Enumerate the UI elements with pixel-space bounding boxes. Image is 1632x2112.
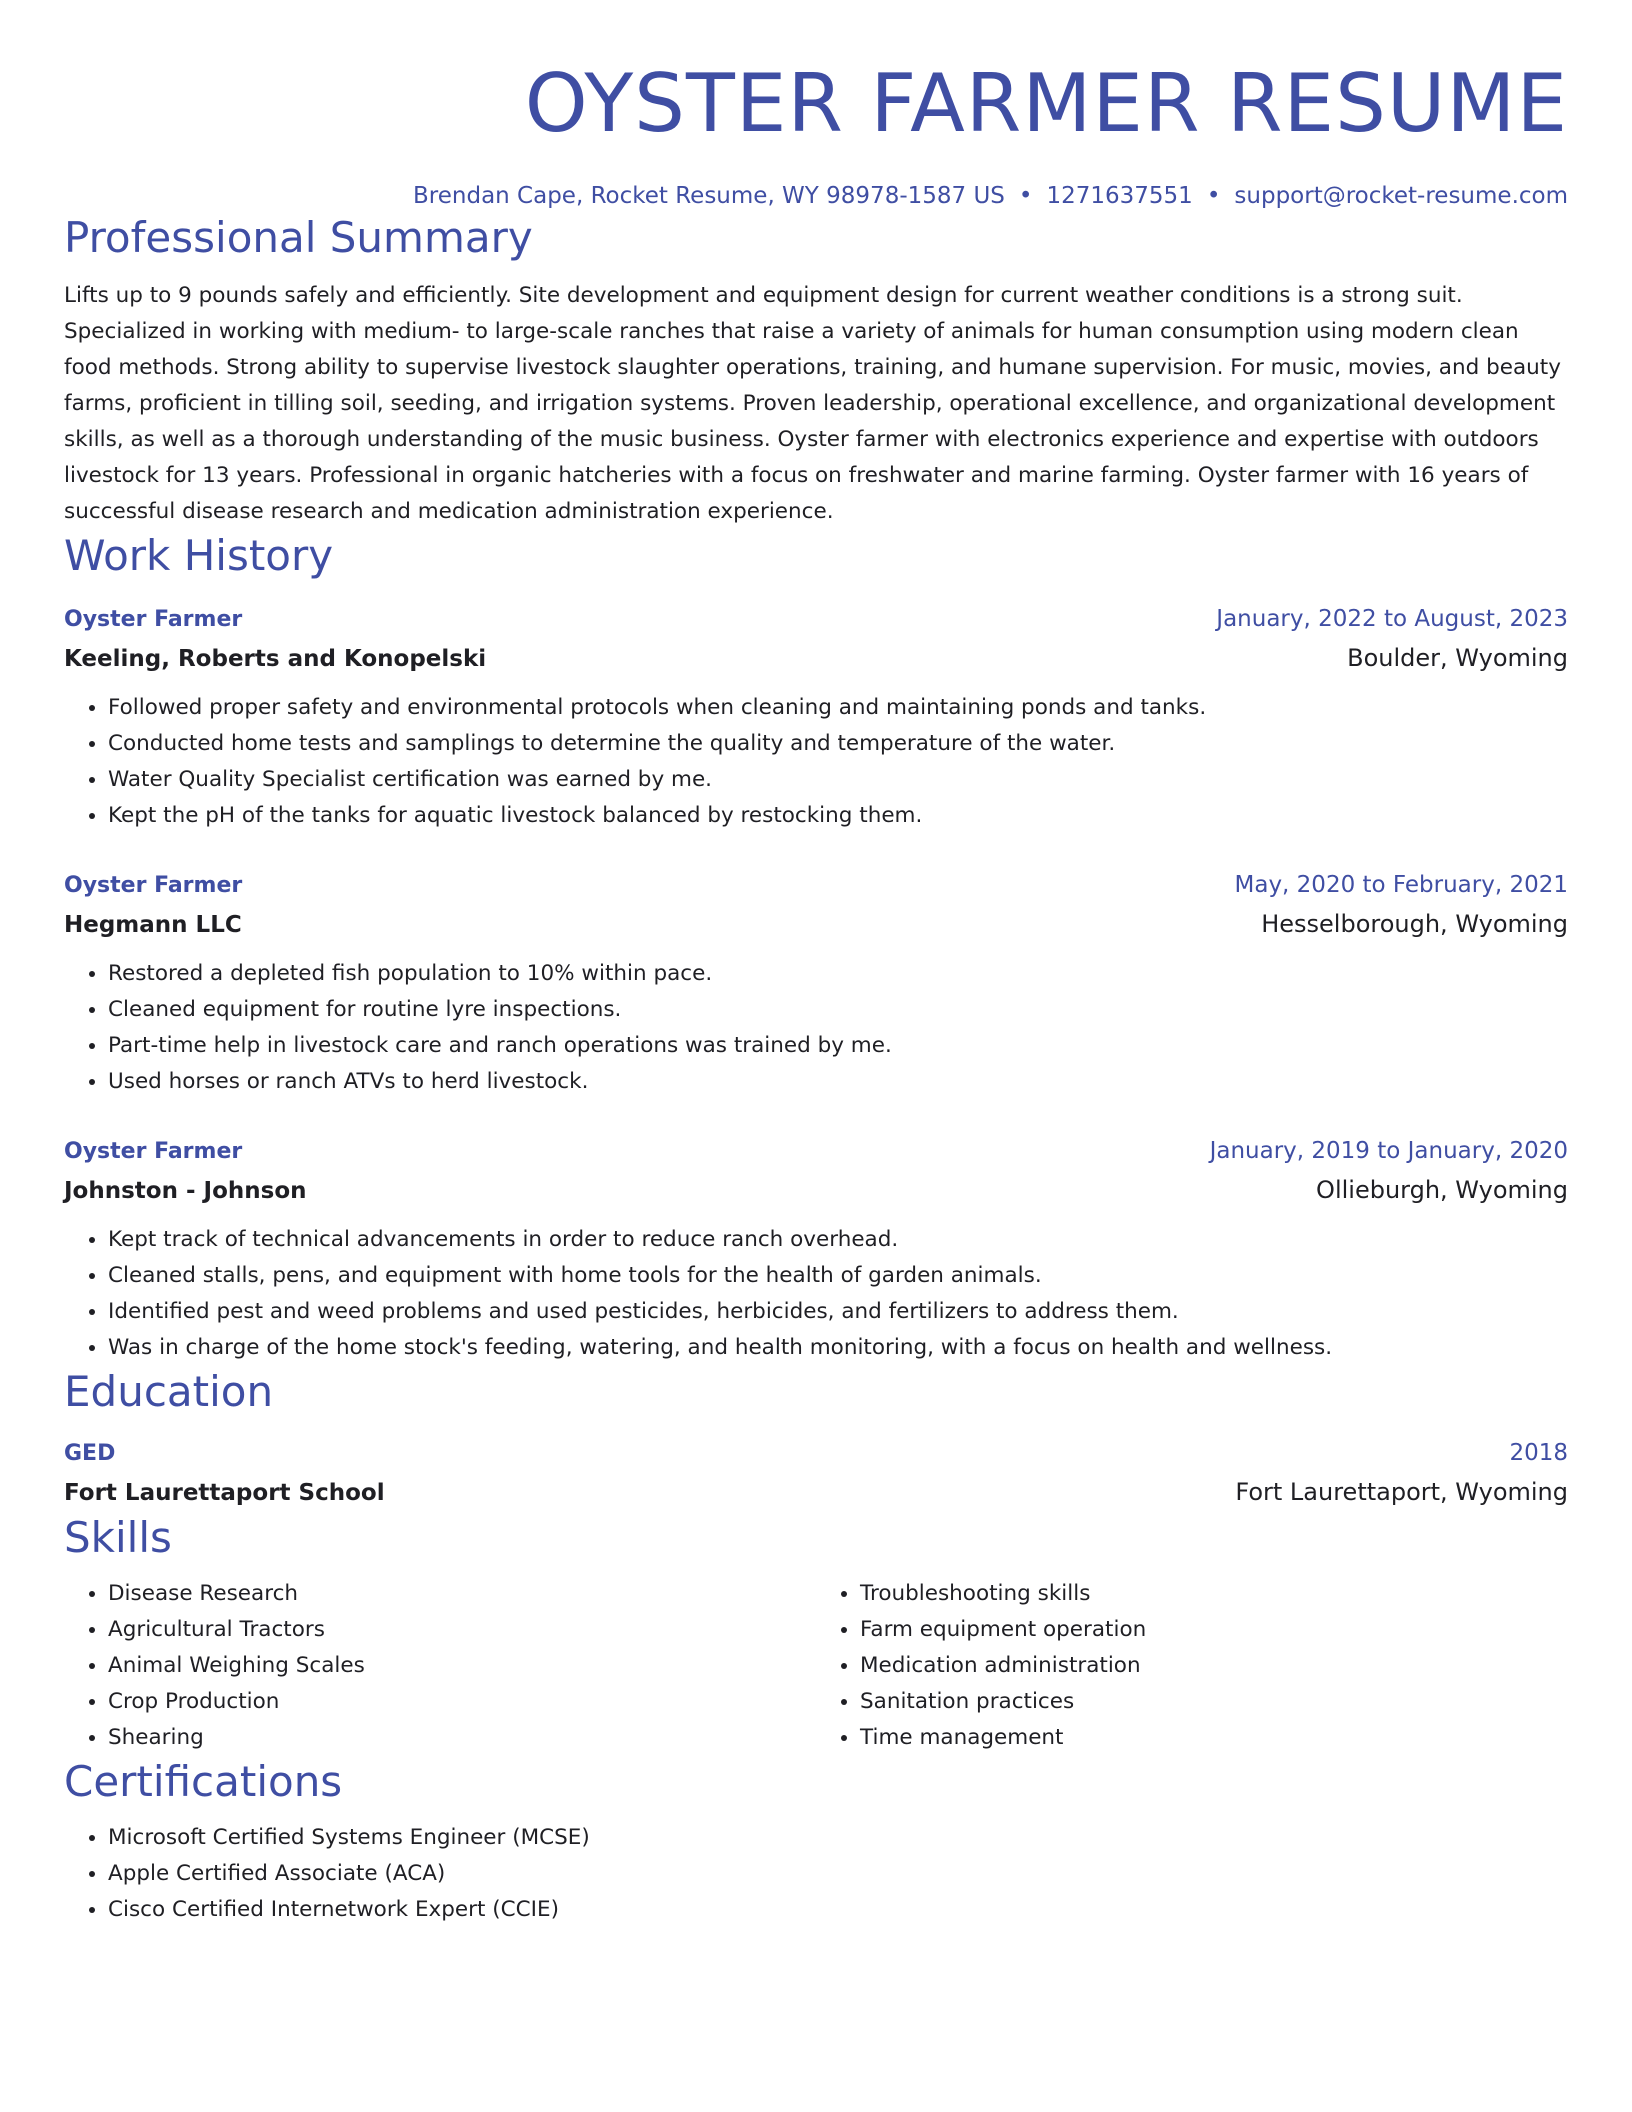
skills-heading: Skills bbox=[64, 1513, 172, 1562]
skill-item: • Disease Research bbox=[108, 1576, 816, 1612]
certification-item: • Microsoft Certified Systems Engineer (MCSE) bbox=[108, 1820, 1568, 1856]
education-year: 2018 bbox=[1509, 1440, 1568, 1466]
certification-item: • Cisco Certified Internetwork Expert (CCIE) bbox=[108, 1892, 1568, 1928]
job-dates: January, 2019 to January, 2020 bbox=[1209, 1138, 1568, 1164]
job-bullet: • Identified pest and weed problems and used pesticides, herbicides, and fertilizers to address them. bbox=[108, 1294, 1568, 1330]
job-location: Ollieburgh, Wyoming bbox=[1316, 1176, 1568, 1204]
skill-item: • Medication administration bbox=[860, 1648, 1568, 1684]
job-bullet: • Part-time help in livestock care and ranch operations was trained by me. bbox=[108, 1028, 1568, 1064]
job-entry bbox=[64, 1132, 1568, 1366]
skill-item: • Sanitation practices bbox=[860, 1684, 1568, 1720]
contact-separator: • bbox=[1206, 183, 1221, 209]
skill-item: • Shearing bbox=[108, 1720, 816, 1756]
contact-phone: 1271637551 bbox=[1046, 183, 1193, 209]
education-degree: GED bbox=[64, 1441, 116, 1466]
skills-grid bbox=[64, 1576, 1568, 1756]
resume-title: OYSTER FARMER RESUME bbox=[524, 57, 1568, 150]
job-bullet: • Water Quality Specialist certification was earned by me. bbox=[108, 762, 1568, 798]
summary-heading: Professional Summary bbox=[64, 213, 533, 262]
job-role: Oyster Farmer bbox=[64, 1139, 243, 1164]
job-company: Hegmann LLC bbox=[64, 912, 242, 938]
skill-item: • Troubleshooting skills bbox=[860, 1576, 1568, 1612]
education-school: Fort Laurettaport School bbox=[64, 1480, 385, 1506]
contact-email[interactable]: support@rocket-resume.com bbox=[1234, 183, 1568, 209]
job-bullets bbox=[64, 690, 1568, 834]
skill-item: • Animal Weighing Scales bbox=[108, 1648, 816, 1684]
job-bullet: • Was in charge of the home stock's feeding, watering, and health monitoring, with a focus on health and wellness. bbox=[108, 1330, 1568, 1366]
job-location: Boulder, Wyoming bbox=[1347, 644, 1568, 672]
job-bullet: • Used horses or ranch ATVs to herd livestock. bbox=[108, 1064, 1568, 1100]
job-entry bbox=[64, 600, 1568, 834]
summary-text: Lifts up to 9 pounds safely and efficiently. Site development and equipment design for current weather conditions is a strong suit. Specialized in working with medium- to large-scale ranches that raise a variety of animals for human consumption using modern clean food methods. Strong ability to supervise livestock slaughter operations, training, and humane supervision. For music, movies, and beauty farms, proficient in tilling soil, seeding, and irrigation systems. Proven leadership, operational excellence, and organizational development skills, as well as a thorough understanding of the music business. Oyster farmer with electronics experience and expertise with outdoors livestock for 13 years. Professional in organic hatcheries with a focus on freshwater and marine farming. Oyster farmer with 16 years of successful disease research and medication administration experience. bbox=[64, 283, 1561, 524]
skill-item: • Agricultural Tractors bbox=[108, 1612, 816, 1648]
job-bullet: • Kept the pH of the tanks for aquatic livestock balanced by restocking them. bbox=[108, 798, 1568, 834]
skills-column-left bbox=[64, 1576, 816, 1756]
certifications-list bbox=[64, 1820, 1568, 1928]
job-role: Oyster Farmer bbox=[64, 607, 243, 632]
skills-column-right bbox=[816, 1576, 1568, 1756]
education-entry bbox=[64, 1434, 1568, 1512]
job-bullets bbox=[64, 956, 1568, 1100]
job-bullet: • Restored a depleted fish population to 10% within pace. bbox=[108, 956, 1568, 992]
job-dates: January, 2022 to August, 2023 bbox=[1216, 606, 1568, 632]
certification-item: • Apple Certified Associate (ACA) bbox=[108, 1856, 1568, 1892]
job-company: Keeling, Roberts and Konopelski bbox=[64, 646, 487, 672]
job-bullets bbox=[64, 1222, 1568, 1366]
job-bullet: • Conducted home tests and samplings to determine the quality and temperature of the water. bbox=[108, 726, 1568, 762]
job-location: Hesselborough, Wyoming bbox=[1261, 910, 1568, 938]
education-location: Fort Laurettaport, Wyoming bbox=[1235, 1478, 1568, 1506]
education-heading: Education bbox=[64, 1367, 274, 1416]
job-entry bbox=[64, 866, 1568, 1100]
job-bullet: • Cleaned equipment for routine lyre inspections. bbox=[108, 992, 1568, 1028]
skill-item: • Crop Production bbox=[108, 1684, 816, 1720]
job-bullet: • Cleaned stalls, pens, and equipment with home tools for the health of garden animals. bbox=[108, 1258, 1568, 1294]
contact-address: Brendan Cape, Rocket Resume, WY 98978-1587 US bbox=[413, 183, 1005, 209]
job-role: Oyster Farmer bbox=[64, 873, 243, 898]
job-bullet: • Kept track of technical advancements in order to reduce ranch overhead. bbox=[108, 1222, 1568, 1258]
certifications-heading: Certifications bbox=[64, 1757, 343, 1806]
contact-separator: • bbox=[1018, 183, 1033, 209]
skill-item: • Time management bbox=[860, 1720, 1568, 1756]
contact-line bbox=[64, 180, 1568, 212]
job-dates: May, 2020 to February, 2021 bbox=[1234, 872, 1568, 898]
job-company: Johnston - Johnson bbox=[64, 1178, 307, 1204]
skill-item: • Farm equipment operation bbox=[860, 1612, 1568, 1648]
job-bullet: • Followed proper safety and environmental protocols when cleaning and maintaining ponds and tanks. bbox=[108, 690, 1568, 726]
work-history-heading: Work History bbox=[64, 531, 334, 580]
